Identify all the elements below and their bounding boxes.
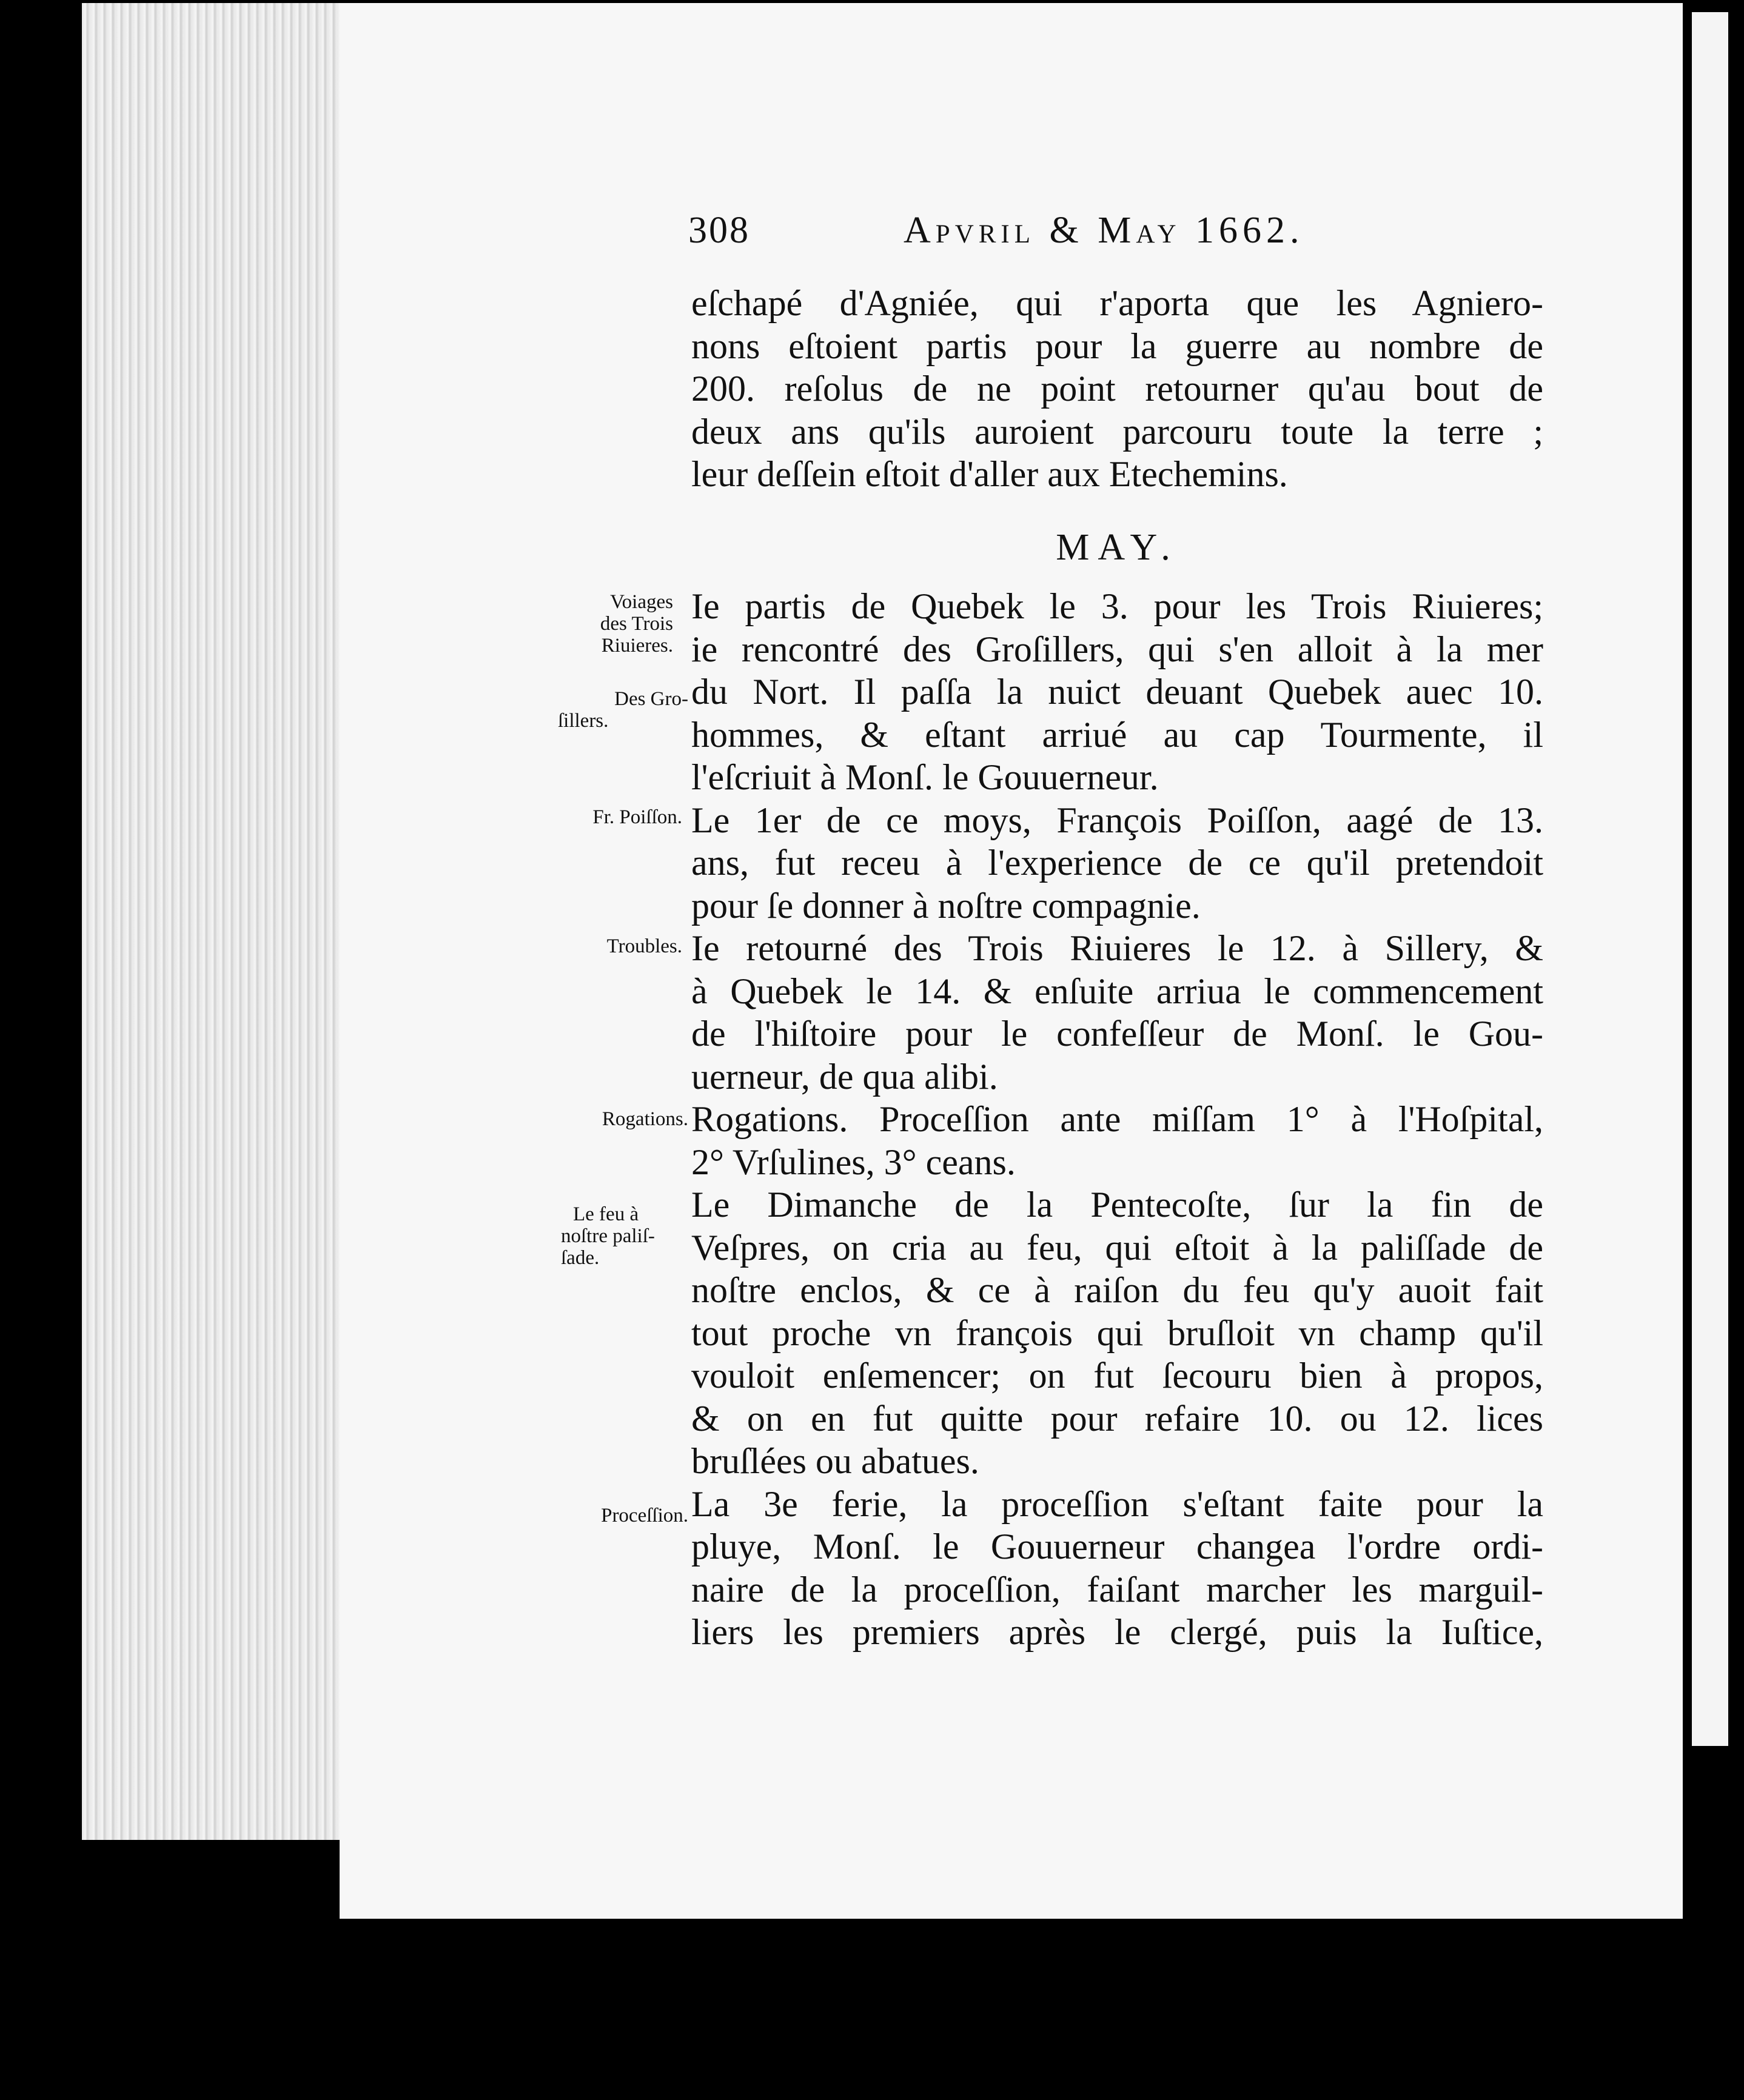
margin-note: [558, 688, 688, 732]
margin-note-line: Fr. Poiſſon.: [592, 806, 682, 828]
text-line: uerneur, de qua alibi.: [691, 1056, 998, 1097]
text-line: liers les premiers après le clergé, puis la Iuſtice,: [691, 1612, 1543, 1652]
text-line: hommes, & eſtant arriué au cap Tourmente, il: [691, 714, 1543, 755]
margin-note-line: Des Gro-: [614, 688, 688, 710]
margin-note: [561, 1203, 691, 1269]
margin-note: [552, 1505, 688, 1527]
intro-paragraph: [691, 282, 1543, 496]
margin-note-line: Voiages: [610, 591, 673, 613]
main-text: [691, 585, 1543, 1654]
text-line: pour ſe donner à noſtre compagnie.: [691, 885, 1201, 926]
text-line: eſchapé d'Agniée, qui r'aporta que les Agniero-: [691, 283, 1543, 323]
page-number: 308: [688, 210, 750, 251]
margin-note-line: noſtre paliſ-: [561, 1225, 655, 1247]
margin-note-line: Proceſſion.: [601, 1505, 688, 1527]
text-line: tout proche vn françois qui bruſloit vn champ qu'il: [691, 1312, 1543, 1353]
margin-note-line: Troubles.: [606, 935, 682, 957]
text-line: de l'hiſtoire pour le confeſſeur de Monſ. le Gou-: [691, 1014, 1543, 1054]
text-line: Le Dimanche de la Pentecoſte, ſur la fin de: [691, 1185, 1543, 1225]
text-line: 200. reſolus de ne point retourner qu'au bout de: [691, 369, 1543, 409]
running-title: Apvril & May 1662.: [904, 210, 1304, 251]
facing-page-edge: [1692, 12, 1728, 1746]
margin-note-line: ſillers.: [558, 710, 609, 732]
text-line: du Nort. Il paſſa la nuict deuant Quebek auec 10.: [691, 672, 1543, 712]
text-line: 2° Vrſulines, 3° ceans.: [691, 1142, 1016, 1182]
page-edges: [82, 3, 367, 1840]
margin-note-line: des Trois: [600, 613, 673, 635]
text-line: Ie retourné des Trois Riuieres le 12. à Sillery, &: [691, 928, 1543, 968]
text-line: Rogations. Proceſſion ante miſſam 1° à l'Hoſpital,: [691, 1099, 1543, 1139]
margin-note: [546, 806, 682, 828]
margin-note: [552, 1108, 688, 1130]
text-line: naire de la proceſſion, faiſant marcher les marguil-: [691, 1569, 1543, 1610]
text-line: ie rencontré des Groſillers, qui s'en alloit à la mer: [691, 629, 1543, 669]
text-line: deux ans qu'ils auroient parcouru toute la terre ;: [691, 411, 1543, 452]
text-line: l'eſcriuit à Monſ. le Gouuerneur.: [691, 757, 1159, 797]
running-head: [688, 209, 1537, 264]
text-line: & on en fut quitte pour refaire 10. ou 12. lices: [691, 1398, 1543, 1439]
text-line: leur deſſein eſtoit d'aller aux Etechemins.: [691, 454, 1288, 494]
text-line: vouloit enſemencer; on fut ſecouru bien à propos,: [691, 1356, 1543, 1396]
text-line: noſtre enclos, & ce à raiſon du feu qu'y auoit fait: [691, 1270, 1543, 1310]
section-title: MAY.: [1056, 527, 1179, 568]
text-line: pluye, Monſ. le Gouuerneur changea l'ordre ordi-: [691, 1527, 1543, 1567]
margin-note-line: Riuieres.: [601, 635, 673, 657]
text-line: Ie partis de Quebek le 3. pour les Trois Riuieres;: [691, 586, 1543, 626]
text-line: ans, fut receu à l'experience de ce qu'il pretendoit: [691, 843, 1543, 883]
margin-note-line: Le feu à: [573, 1203, 639, 1225]
margin-note-line: ſade.: [561, 1247, 600, 1269]
margin-note: [537, 591, 673, 657]
text-line: à Quebek le 14. & enſuite arriua le commencement: [691, 971, 1543, 1011]
text-line: nons eſtoient partis pour la guerre au nombre de: [691, 326, 1543, 366]
text-line: Veſpres, on cria au feu, qui eſtoit à la paliſſade de: [691, 1227, 1543, 1268]
text-line: La 3e ferie, la proceſſion s'eſtant faite pour la: [691, 1483, 1543, 1524]
margin-note-line: Rogations.: [602, 1108, 688, 1130]
text-line: Le 1er de ce moys, François Poiſſon, aagé de 13.: [691, 800, 1543, 840]
margin-note: [546, 935, 682, 957]
text-line: bruſlées ou abatues.: [691, 1441, 979, 1481]
